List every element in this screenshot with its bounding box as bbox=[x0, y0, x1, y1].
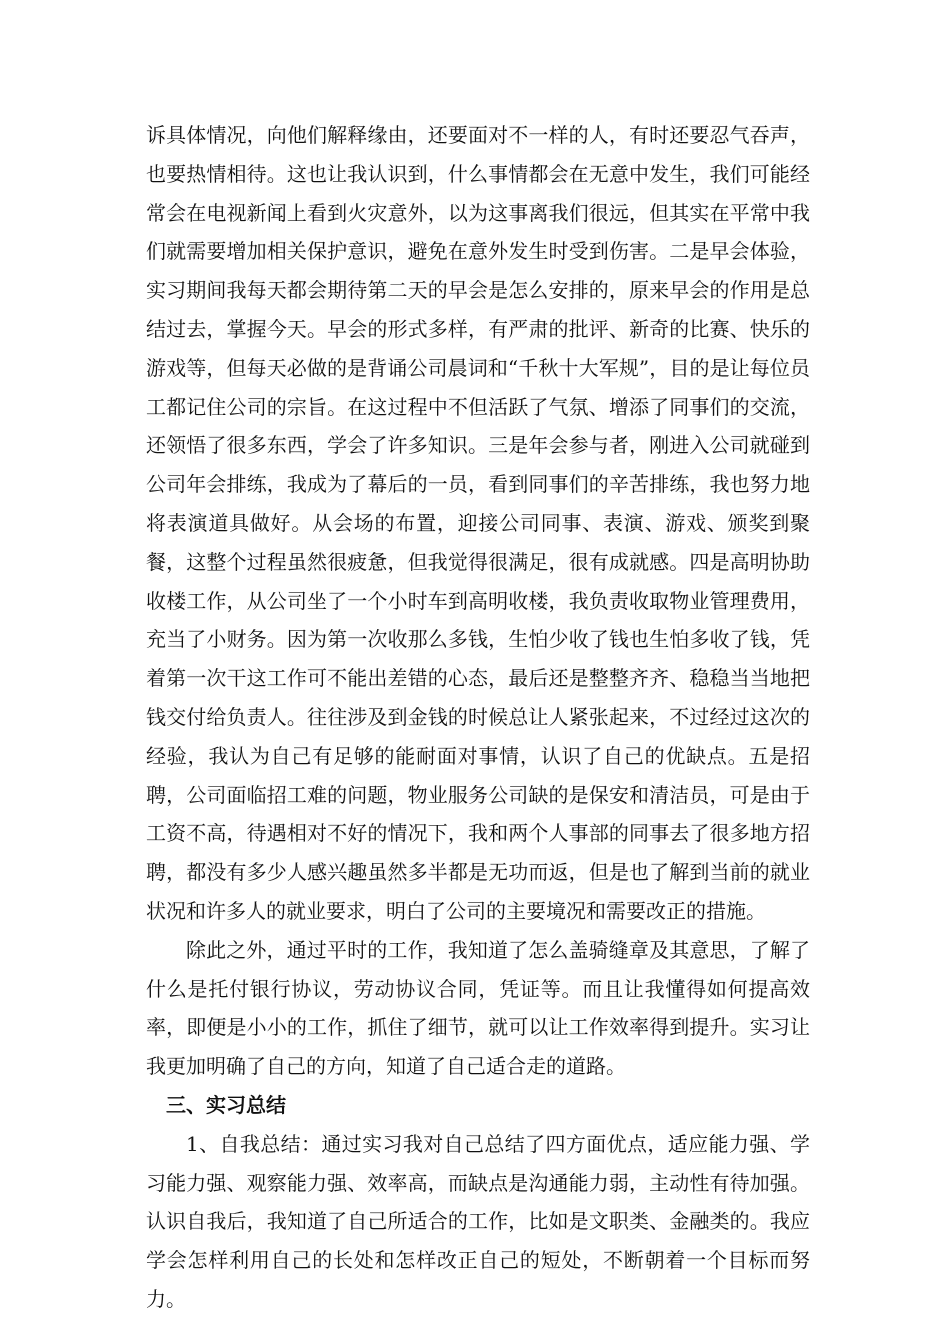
document-page bbox=[146, 116, 810, 1319]
section-heading-internship-summary: 三、实习总结 bbox=[166, 1092, 286, 1117]
body-paragraph-self-summary: 1、自我总结：通过实习我对自己总结了四方面优点，适应能力强、学习能力强、观察能力强、效率高，而缺点是沟通能力弱，主动性有待加强。认识自我后，我知道了自己所适合的工作，比如是文职类、金融类的。我应学会怎样利用自己的长处和怎样改正自己的短处，不断朝着一个目标而努力。 bbox=[146, 1131, 810, 1311]
body-paragraph-additional-work: 除此之外，通过平时的工作，我知道了怎么盖骑缝章及其意思，了解了什么是托付银行协议，劳动协议合同，凭证等。而且让我懂得如何提高效率，即便是小小的工作，抓住了细节，就可以让工作效率得到提升。实习让我更加明确了自己的方向，知道了自己适合走的道路。 bbox=[146, 937, 810, 1079]
body-paragraph-internship-experience: 诉具体情况，向他们解释缘由，还要面对不一样的人，有时还要忍气吞声，也要热情相待。这也让我认识到，什么事情都会在无意中发生，我们可能经常会在电视新闻上看到火灾意外，以为这事离我们很远，但其实在平常中我们就需要增加相关保护意识，避免在意外发生时受到伤害。二是早会体验，实习期间我每天都会期待第二天的早会是怎么安排的，原来早会的作用是总结过去，掌握今天。早会的形式多样，有严肃的批评、新奇的比赛、快乐的游戏等，但每天必做的是背诵公司晨词和“千秋十大军规”，目的是让每位员工都记住公司的宗旨。在这过程中不但活跃了气氛、增添了同事们的交流，还领悟了很多东西，学会了许多知识。三是年会参与者，刚进入公司就碰到公司年会排练，我成为了幕后的一员，看到同事们的辛苦排练，我也努力地将表演道具做好。从会场的布置，迎接公司同事、表演、游戏、颁奖到聚餐，这整个过程虽然很疲惫，但我觉得很满足，很有成就感。四是高明协助收楼工作，从公司坐了一个小时车到高明收楼，我负责收取物业管理费用，充当了小财务。因为第一次收那么多钱，生怕少收了钱也生怕多收了钱，凭着第一次干这工作可不能出差错的心态，最后还是整整齐齐、稳稳当当地把钱交付给负责人。往往涉及到金钱的时候总让人紧张起来，不过经过这次的经验，我认为自己有足够的能耐面对事情，认识了自己的优缺点。五是招聘，公司面临招工难的问题，物业服务公司缺的是保安和清洁员，可是由于工资不高，待遇相对不好的情况下，我和两个人事部的同事去了很多地方招聘，都没有多少人感兴趣虽然多半都是无功而返，但是也了解到当前的就业状况和许多人的就业要求，明白了公司的主要境况和需要改正的措施。 bbox=[146, 123, 810, 923]
